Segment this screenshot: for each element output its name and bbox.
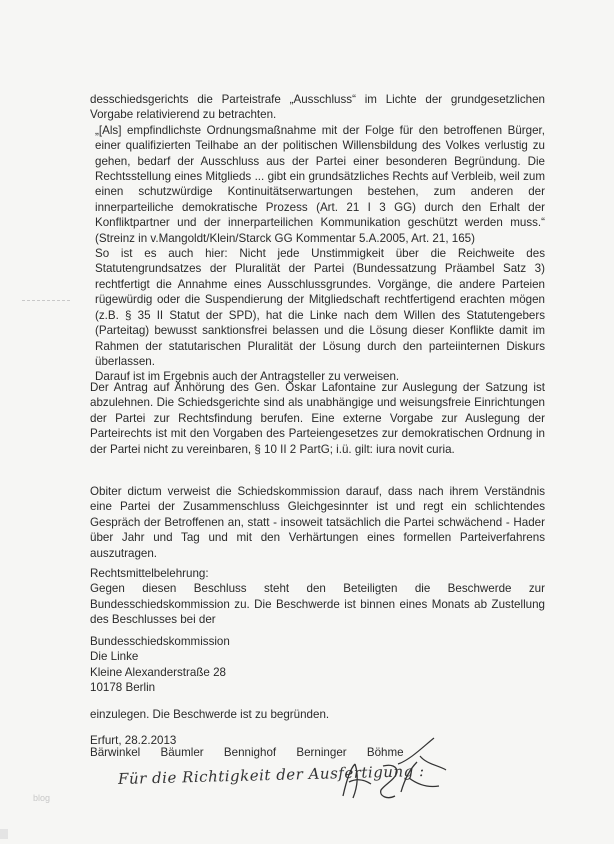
address-block [90,634,545,696]
paragraph-reasoning [90,92,545,385]
handwritten-certification: Für die Richtigkeit der Ausfertigung : [117,761,425,789]
paragraph-hearing-request [90,380,545,457]
signatory-name: Böhme [366,746,404,759]
legal-remedy-heading: Rechtsmittelbelehrung: [90,567,209,580]
address-line: Bundesschiedskommission [90,635,230,648]
paragraph-text: So ist es auch hier: Nicht jede Unstimmigkeit über die Reichweite des Statutengrundsatzes der Pluralität der Partei (Bundessatzung Präambel Satz 3) rechtfertigt die Annahme eines Ausschlussgrundes. Vorgänge, die andere Parteien rügewürdig oder die Suspendierung der Mitgliedschaft rechtfertigend erachten mögen (z.B. § 35 II Statut der SPD), hat die Linke nach dem Willen des Statutengebers (Parteitag) bewusst sanktionsfrei belassen und die Lösung dieser Konflikte damit im Rahmen der statutarischen Pluralität der Lösung durch den parteiinternen Diskurs überlassen. [95,247,545,368]
paragraph-text: Obiter dictum verweist die Schiedskommission darauf, dass nach ihrem Verständnis eine Partei der Zusammenschluss Gleichgesinnter ist und regt ein schlichtendes Gespräch der Betroffenen an, statt - insoweit tatsächlich die Partei schwächend - Hader über Jahr und Tag und mit den Verhärtungen eines formellen Parteiverfahrens auszutragen. [90,485,545,560]
watermark: blog [33,793,51,803]
paragraph-text: desschiedsgerichts die Parteistrafe „Ausschluss“ im Lichte der grundgesetzlichen Vorgabe relativierend zu betrachten. [90,93,545,122]
legal-remedy-text: Gegen diesen Beschluss steht den Beteiligten die Beschwerde zur Bundesschiedskommission zu. Die Beschwerde ist binnen eines Monats ab Zustellung des Beschlusses bei der [90,582,545,627]
quote-paragraph: „[Als] empfindlichste Ordnungsmaßnahme mit der Folge für den betroffenen Bürger, einer qualifizierten Teilhabe an der politischen Willensbildung des Volkes verlustig zu gehen, bedarf der Ausschluss aus der Partei einer besonderen Begründung. Die Rechtsstellung eines Mitglieds ... gibt ein grundsätzliches Rechts auf Verbleib, weil zum einen schutzwürdige Kontinuitätserwartungen bestehen, zum anderen der innerparteiliche demokratische Prozess (Art. 21 I 3 GG) durch den Erhalt der Konfliktpartner und der innerparteilichen Kommunikation geschützt werden muss.“ (Streinz in v.Mangoldt/Klein/Starck GG Kommentar 5.A.2005, Art. 21, 165) [95,123,545,245]
closing-text: einzulegen. Die Beschwerde ist zu begründen. [90,708,330,721]
address-line: Kleine Alexanderstraße 28 [90,665,226,679]
place-date-text: Erfurt, 28.2.2013 [90,734,177,747]
paragraph-text: Der Antrag auf Anhörung des Gen. Oskar Lafontaine zur Auslegung der Satzung ist abzulehnen. Die Schiedsgerichte sind als unabhängige und weisungsfreie Einrichtungen der Partei zur Rechtsfindung berufen. Eine externe Vorgabe zur Auslegung der Parteirechts ist mit den Vorgaben des Parteiengesetzes zur demokratischen Ordnung in der Partei nicht zu vereinbaren, § 10 II 2 PartG; i.ü. gilt: iura novit curia. [90,381,545,456]
address-line: Die Linke [90,650,139,664]
margin-mark [22,300,70,301]
signatory-name: Berninger [296,746,347,759]
paragraph-obiter-dictum [90,484,545,561]
handwritten-signature [335,758,445,808]
paragraph-text: Darauf ist im Ergebnis auch der Antragsteller zu verweisen. [95,370,400,384]
address-line: 10178 Berlin [90,681,156,695]
signatory-name: Bäumler [160,746,204,759]
signatory-name: Bennighof [223,746,277,759]
closing-sentence [90,707,545,722]
legal-remedy-section [90,566,545,628]
page-corner [0,829,8,839]
signatory-name: Bärwinkel [90,746,141,759]
